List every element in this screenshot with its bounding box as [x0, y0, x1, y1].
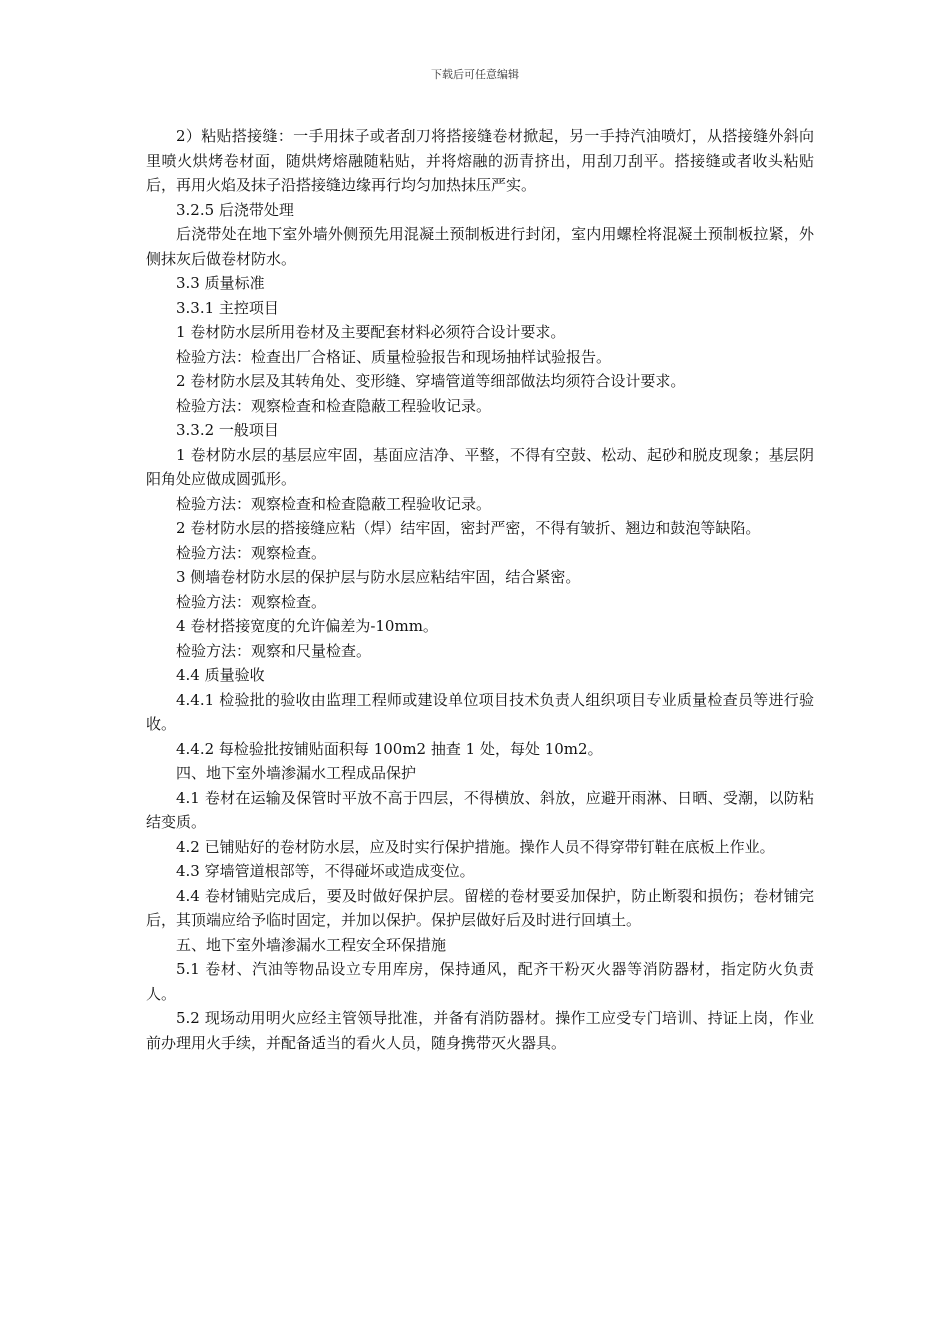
paragraph: 2 卷材防水层的搭接缝应粘（焊）结牢固，密封严密，不得有皱折、翘边和鼓泡等缺陷。	[176, 519, 761, 537]
paragraph: 4.3 穿墙管道根部等，不得碰坏或造成变位。	[176, 862, 475, 880]
paragraph: 2）粘贴搭接缝：一手用抹子或者刮刀将搭接缝卷材掀起，另一手持汽油喷灯，从搭接缝外斜向里喷火烘烤卷材面，随烘烤熔融随粘贴，并将熔融的沥青挤出，用刮刀刮平。搭接缝或者收头粘贴后，再用火焰及抹子沿搭接缝边缘再行均匀加热抹压严实。	[146, 127, 814, 194]
section-heading: 4.4 质量验收	[176, 666, 265, 684]
section-heading: 3.2.5 后浇带处理	[176, 200, 294, 219]
section-heading: 3.3 质量标准	[176, 274, 265, 292]
paragraph: 5.2 现场动用明火应经主管领导批准，并备有消防器材。操作工应受专门培训、持证上岗，作业前办理用火手续，并配备适当的看火人员，随身携带灭火器具。	[146, 1009, 814, 1052]
paragraph: 检验方法：检查出厂合格证、质量检验报告和现场抽样试验报告。	[176, 347, 612, 366]
page-header: 下载后可任意编辑	[431, 68, 519, 81]
section-heading: 3.3.1 主控项目	[176, 298, 279, 317]
paragraph: 检验方法：观察检查。	[176, 592, 327, 611]
paragraph: 4.4 卷材铺贴完成后，要及时做好保护层。留槎的卷材要妥加保护，防止断裂和损伤；卷材铺完后，其顶端应给予临时固定，并加以保护。保护层做好后及时进行回填土。	[146, 886, 814, 929]
paragraph: 1 卷材防水层所用卷材及主要配套材料必须符合设计要求。	[176, 323, 566, 341]
paragraph: 检验方法：观察检查。	[176, 543, 327, 562]
paragraph: 1 卷材防水层的基层应牢固，基面应洁净、平整，不得有空鼓、松动、起砂和脱皮现象；基层阴阳角处应做成圆弧形。	[146, 445, 814, 488]
paragraph: 后浇带处在地下室外墙外侧预先用混凝土预制板进行封闭，室内用螺栓将混凝土预制板拉紧，外侧抹灰后做卷材防水。	[146, 225, 814, 268]
paragraph: 检验方法：观察检查和检查隐蔽工程验收记录。	[176, 494, 492, 513]
paragraph: 4.2 已铺贴好的卷材防水层，应及时实行保护措施。操作人员不得穿带钉鞋在底板上作业。	[176, 837, 775, 856]
paragraph: 5.1 卷材、汽油等物品设立专用库房，保持通风，配齐干粉灭火器等消防器材，指定防火负责人。	[146, 960, 814, 1003]
paragraph: 3 侧墙卷材防水层的保护层与防水层应粘结牢固，结合紧密。	[176, 568, 581, 586]
paragraph: 4.4.2 每检验批按铺贴面积每 100m2 抽查 1 处，每处 10m2。	[176, 739, 603, 758]
section-heading: 五、地下室外墙渗漏水工程安全环保措施	[176, 935, 447, 954]
paragraph: 4 卷材搭接宽度的允许偏差为-10mm。	[176, 617, 438, 635]
document-body	[146, 124, 814, 1055]
paragraph: 2 卷材防水层及其转角处、变形缝、穿墙管道等细部做法均须符合设计要求。	[176, 372, 686, 390]
paragraph: 4.4.1 检验批的验收由监理工程师或建设单位项目技术负责人组织项目专业质量检查员等进行验收。	[146, 690, 814, 733]
section-heading: 3.3.2 一般项目	[176, 421, 279, 439]
paragraph: 检验方法：观察检查和检查隐蔽工程验收记录。	[176, 396, 492, 415]
paragraph: 检验方法：观察和尺量检查。	[176, 641, 372, 660]
section-heading: 四、地下室外墙渗漏水工程成品保护	[176, 764, 417, 782]
paragraph: 4.1 卷材在运输及保管时平放不高于四层，不得横放、斜放，应避开雨淋、日晒、受潮，以防粘结变质。	[146, 788, 814, 831]
